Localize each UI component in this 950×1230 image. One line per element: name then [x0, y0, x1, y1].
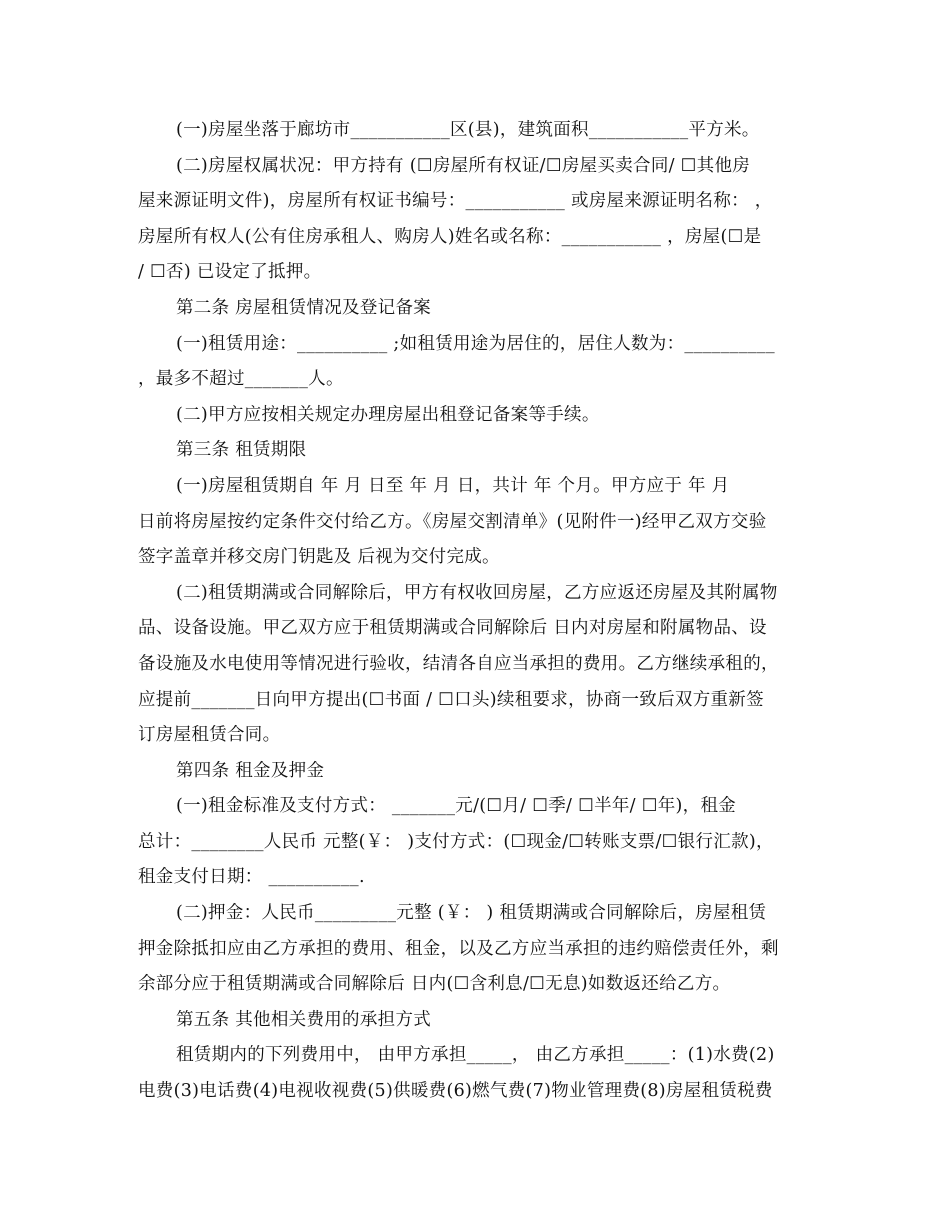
- text-line: / ☐否) 已设定了抵押。: [138, 262, 322, 283]
- text-line: ，最多不超过_______人。: [138, 369, 344, 390]
- section-heading: 第三条 租赁期限: [176, 440, 307, 461]
- contract-body: [138, 113, 818, 1110]
- section-heading: 第二条 房屋租赁情况及登记备案: [176, 297, 432, 318]
- text-line: 品、设备设施。甲乙双方应于租赁期满或合同解除后 日内对房屋和附属物品、设: [138, 618, 767, 639]
- text-line: (一)租金标准及支付方式： _______元/(☐月/ ☐季/ ☐半年/ ☐年)，租金: [176, 796, 737, 817]
- section-heading: 第四条 租金及押金: [176, 760, 325, 781]
- text-line: 应提前_______日向甲方提出(☐书面 / ☐口头)续租要求，协商一致后双方重新签: [138, 689, 764, 710]
- text-line: 签字盖章并移交房门钥匙及 后视为交付完成。: [138, 547, 500, 568]
- text-line: 租金支付日期： __________.: [138, 867, 365, 888]
- text-line: 押金除抵扣应由乙方承担的费用、租金，以及乙方应当承担的违约赔偿责任外，剩: [138, 938, 779, 959]
- text-line: 电费(3)电话费(4)电视收视费(5)供暖费(6)燃气费(7)物业管理费(8)房屋租赁税费: [138, 1081, 773, 1102]
- text-line: 订房屋租赁合同。: [138, 725, 281, 746]
- section-heading: 第五条 其他相关费用的承担方式: [176, 1009, 432, 1030]
- text-line: (一)房屋租赁期自 年 月 日至 年 月 日，共计 年 个月。甲方应于 年 月: [176, 475, 730, 496]
- text-line: 租赁期内的下列费用中， 由甲方承担_____， 由乙方承担_____：(1)水费(2): [176, 1045, 775, 1066]
- text-line: (二)房屋权属状况：甲方持有 (☐房屋所有权证/☐房屋买卖合同/ ☐其他房: [176, 155, 751, 176]
- text-line: (一)房屋坐落于廊坊市___________区(县)，建筑面积___________平方米。: [176, 120, 760, 140]
- text-line: (一)租赁用途：__________ ;如租赁用途为居住的，居住人数为：__________: [176, 333, 775, 354]
- text-line: (二)甲方应按相关规定办理房屋出租登记备案等手续。: [176, 404, 600, 425]
- text-line: (二)租赁期满或合同解除后，甲方有权收回房屋，乙方应返还房屋及其附属物: [176, 582, 778, 603]
- text-line: 屋来源证明文件)，房屋所有权证书编号：___________ 或房屋来源证明名称： ，: [138, 191, 773, 212]
- text-line: (二)押金：人民币_________元整 (￥： ) 租赁期满或合同解除后，房屋租赁: [176, 903, 767, 924]
- text-line: 房屋所有权人(公有住房承租人、购房人)姓名或名称：___________ ，房屋(☐是: [138, 226, 762, 247]
- text-line: 备设施及水电使用等情况进行验收，结清各自应当承担的费用。乙方继续承租的，: [138, 653, 779, 674]
- text-line: 日前将房屋按约定条件交付给乙方。《房屋交割清单》(见附件一)经甲乙双方交验: [138, 511, 767, 532]
- text-line: 余部分应于租赁期满或合同解除后 日内(☐含利息/☐无息)如数返还给乙方。: [138, 974, 731, 995]
- text-line: 总计：________人民币 元整(￥： )支付方式：(☐现金/☐转账支票/☐银行汇款)，: [138, 831, 774, 852]
